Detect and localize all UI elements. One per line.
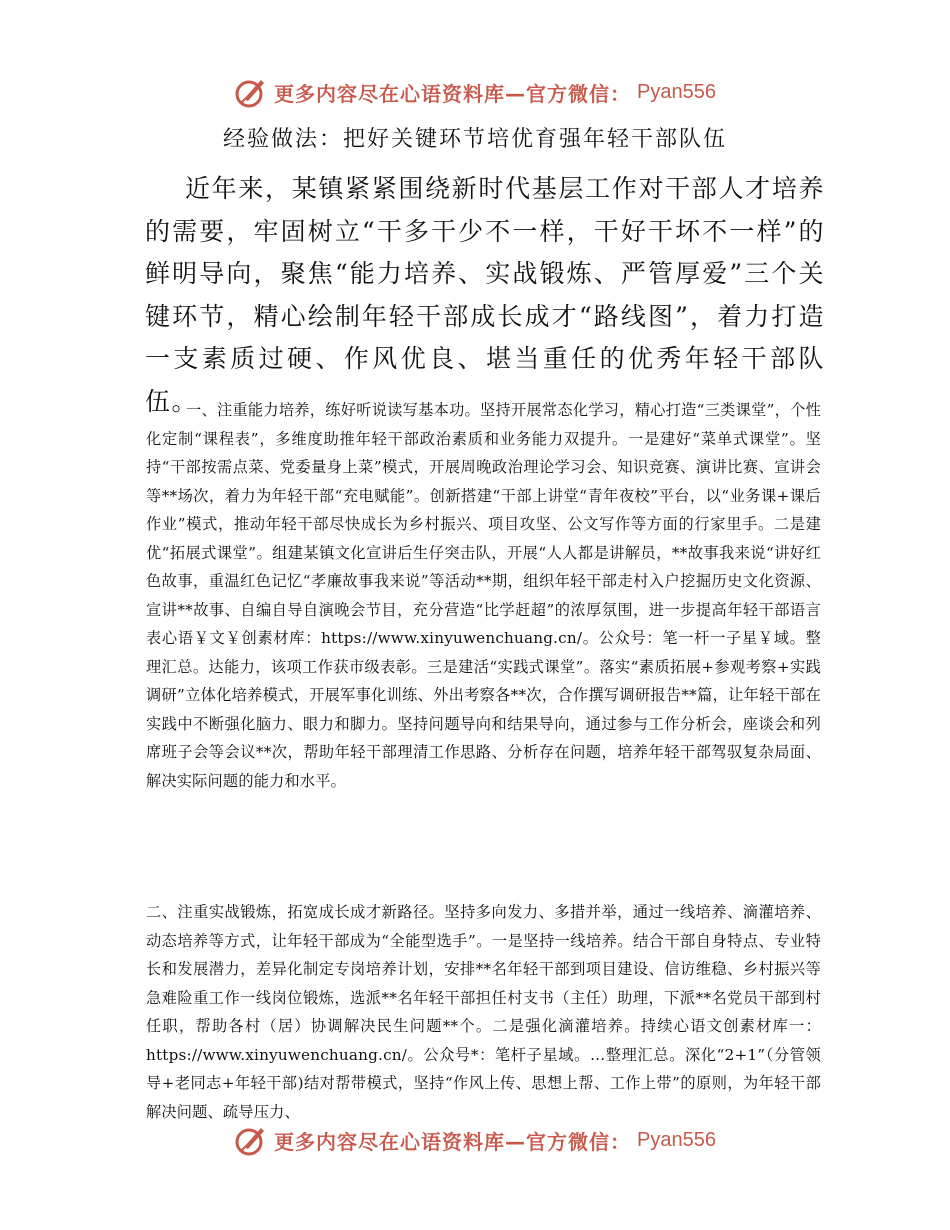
quill-logo-icon [234,75,268,109]
wechat-id: Pyan556 [637,1128,716,1151]
watermark-text: 更多内容尽在心语资料库—官方微信： [274,81,632,106]
wechat-id: Pyan556 [637,80,716,103]
header-watermark-banner [0,72,950,112]
body-paragraph: 一、注重能力培养，练好听说读写基本功。坚持开展常态化学习，精心打造“三类课堂”，个性化定制“课程表”，多维度助推年轻干部政治素质和业务能力双提升。一是建好“菜单式课堂”。坚持“干部按需点菜、党委量身上菜”模式，开展周晚政治理论学习会、知识竞赛、演讲比赛、宣讲会等**场次，着力为年轻干部“充电赋能”。创新搭建“干部上讲堂“青年夜校”平台，以“业务课+课后作业”模式，推动年轻干部尽快成长为乡村振兴、项目攻坚、公文写作等方面的行家里手。二是建优“拓展式课堂”。组建某镇文化宣讲后生仔突击队，开展“人人都是讲解员，**故事我来说“讲好红色故事，重温红色记忆“孝廉故事我来说”等活动**期，组织年轻干部走村入户挖掘历史文化资源、宣讲**故事、自编自导自演晚会节目，充分营造“比学赶超”的浓厚氛围，进一步提高年轻干部语言表心语￥文￥创素材库：https://www.xinyuwenchuang.cn/。公众号：笔一杆一子星￥域。整理汇总。达能力，该项工作获市级表彰。三是建活“实践式课堂”。落实“素质拓展+参观考察+实践调研”立体化培养模式，开展军事化训练、外出考察各**次，合作撰写调研报告**篇，让年轻干部在实践中不断强化脑力、眼力和脚力。坚持问题导向和结果导向，通过参与工作分析会，座谈会和列席班子会等会议**次，帮助年轻干部理清工作思路、分析存在问题，培养年轻干部驾驭复杂局面、解决实际问题的能力和水平。 [146,401,821,790]
quill-logo-icon [234,1123,268,1157]
lead-paragraph: 近年来，某镇紧紧围绕新时代基层工作对干部人才培养的需要，牢固树立“干多干少不一样，干好干坏不一样”的鲜明导向，聚焦“能力培养、实战锻炼、严管厚爱”三个关键环节，精心绘制年轻干部成长成才“路线图”，着力打造一支素质过硬、作风优良、堪当重任的优秀年轻干部队伍。 [145,174,825,416]
footer-watermark-banner [0,1120,950,1160]
body-paragraph: 二、注重实战锻炼，拓宽成长成才新路径。坚持多向发力、多措并举，通过一线培养、滴灌培养、动态培养等方式，让年轻干部成为“全能型选手”。一是坚持一线培养。结合干部自身特点、专业特长和发展潜力，差异化制定专岗培养计划，安排**名年轻干部到项目建设、信访维稳、乡村振兴等急难险重工作一线岗位锻炼，选派**名年轻干部担任村支书（主任）助理，下派**名党员干部到村任职，帮助各村（居）协调解决民生问题**个。二是强化滴灌培养。持续心语文创素材库一：https://www.xinyuwenchuang.cn/。公众号*：笔杆子星域。…整理汇总。深化“2+1”（分管领导+老同志+年轻干部)结对帮带模式，坚持“作风上传、思想上帮、工作上带”的原则，为年轻干部解决问题、疏导压力、 [146,903,821,1121]
document-title: 经验做法：把好关键环节培优育强年轻干部队伍 [222,127,727,152]
watermark-text: 更多内容尽在心语资料库—官方微信： [274,1129,632,1154]
